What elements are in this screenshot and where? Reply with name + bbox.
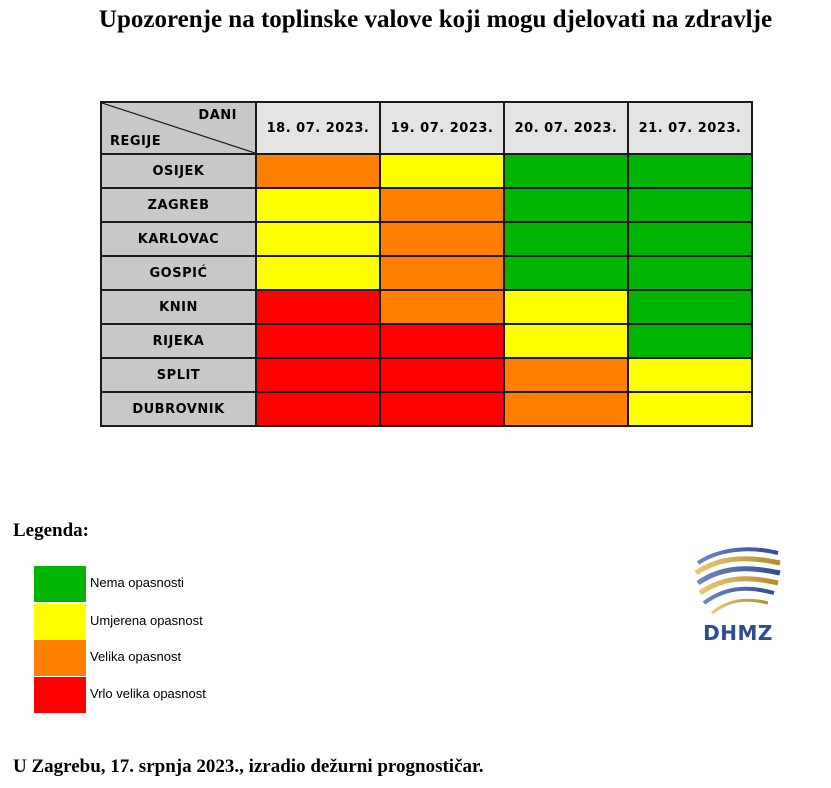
- warning-cell: [504, 188, 628, 222]
- warning-cell: [256, 222, 380, 256]
- dhmz-logo-icon: [692, 543, 784, 619]
- legend-label: Velika opasnost: [90, 649, 182, 664]
- date-header: 20. 07. 2023.: [504, 102, 628, 154]
- region-label: OSIJEK: [101, 154, 256, 188]
- warning-cell: [380, 256, 504, 290]
- region-label: RIJEKA: [101, 324, 256, 358]
- warning-cell: [380, 154, 504, 188]
- warning-cell: [504, 324, 628, 358]
- warning-cell: [504, 222, 628, 256]
- table-corner-header: [101, 102, 256, 154]
- table-row: [101, 154, 752, 188]
- warning-cell: [380, 392, 504, 426]
- warning-cell: [628, 222, 752, 256]
- warning-cell: [380, 358, 504, 392]
- warning-cell: [628, 188, 752, 222]
- table-row: [101, 188, 752, 222]
- region-label: KARLOVAC: [101, 222, 256, 256]
- legend-label: Vrlo velika opasnost: [90, 686, 206, 701]
- warning-cell: [380, 222, 504, 256]
- corner-label-days: DANI: [198, 108, 237, 123]
- table-row: [101, 358, 752, 392]
- dhmz-logo: [692, 543, 784, 643]
- legend-swatch: [34, 677, 86, 713]
- region-label: ZAGREB: [101, 188, 256, 222]
- warning-cell: [256, 324, 380, 358]
- warning-cell: [256, 290, 380, 324]
- table-row: [101, 222, 752, 256]
- footer-note: U Zagrebu, 17. srpnja 2023., izradio dežurni prognostičar.: [13, 756, 484, 777]
- table-row: [101, 256, 752, 290]
- warning-cell: [504, 256, 628, 290]
- region-label: GOSPIĆ: [101, 256, 256, 290]
- warning-cell: [628, 256, 752, 290]
- legend-label: Umjerena opasnost: [90, 613, 203, 628]
- warning-cell: [256, 154, 380, 188]
- table-row: [101, 290, 752, 324]
- legend-swatch: [34, 640, 86, 676]
- table-row: [101, 324, 752, 358]
- date-header: 18. 07. 2023.: [256, 102, 380, 154]
- warning-cell: [380, 324, 504, 358]
- logo-text: DHMZ: [703, 621, 773, 645]
- region-label: KNIN: [101, 290, 256, 324]
- warning-cell: [380, 188, 504, 222]
- warning-cell: [628, 154, 752, 188]
- table-header-row: [101, 102, 752, 154]
- date-header: 19. 07. 2023.: [380, 102, 504, 154]
- warning-cell: [380, 290, 504, 324]
- warning-cell: [628, 392, 752, 426]
- warning-cell: [256, 256, 380, 290]
- table-row: [101, 392, 752, 426]
- warning-cell: [504, 358, 628, 392]
- legend-swatch: [34, 566, 86, 602]
- warning-cell: [256, 188, 380, 222]
- warning-cell: [628, 324, 752, 358]
- warning-cell: [628, 290, 752, 324]
- warning-cell: [256, 392, 380, 426]
- warning-cell: [504, 290, 628, 324]
- date-header: 21. 07. 2023.: [628, 102, 752, 154]
- legend-swatch: [34, 604, 86, 640]
- legend-title: Legenda:: [13, 520, 89, 541]
- legend-label: Nema opasnosti: [90, 575, 184, 590]
- warning-cell: [256, 358, 380, 392]
- corner-label-regions: REGIJE: [110, 134, 162, 149]
- warning-cell: [504, 154, 628, 188]
- warning-cell: [628, 358, 752, 392]
- warning-table: [100, 101, 753, 427]
- page-title: Upozorenje na toplinske valove koji mogu djelovati na zdravlje: [98, 6, 773, 33]
- region-label: DUBROVNIK: [101, 392, 256, 426]
- region-label: SPLIT: [101, 358, 256, 392]
- warning-cell: [504, 392, 628, 426]
